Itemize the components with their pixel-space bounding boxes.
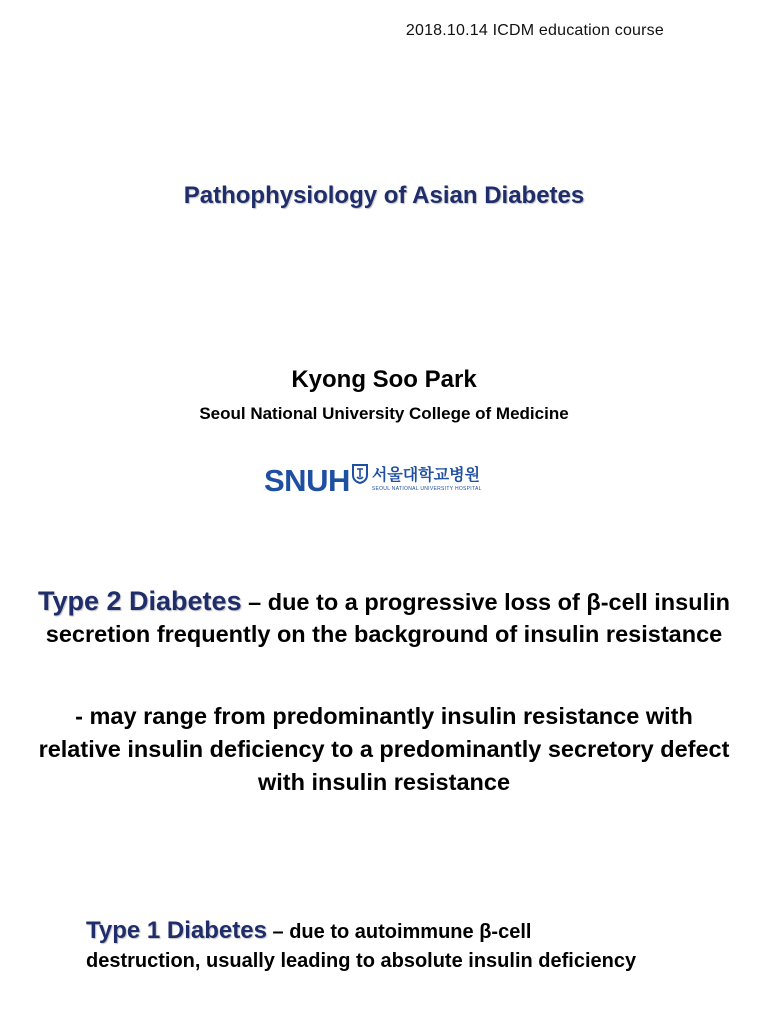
type2-label: Type 2 Diabetes bbox=[38, 586, 242, 616]
logo-wordmark: SNUH bbox=[264, 462, 350, 498]
logo-korean-name: 서울대학교병원 bbox=[371, 467, 481, 484]
type1-label: Type 1 Diabetes bbox=[86, 917, 267, 944]
type2-range-note: - may range from predominantly insulin resistance with relative insulin deficiency to a predominantly secretory defect with insulin resistance bbox=[38, 703, 730, 795]
type1-definition bbox=[86, 916, 646, 976]
snuh-logo bbox=[264, 460, 482, 500]
logo-text-group bbox=[372, 468, 482, 492]
course-date-note: 2018.10.14 ICDM education course bbox=[405, 22, 664, 39]
type1-description: – due to autoimmune β-cell destruction, usually leading to absolute insulin deficiency bbox=[86, 921, 637, 972]
logo-english-name: SEOUL NATIONAL UNIVERSITY HOSPITAL bbox=[371, 486, 482, 492]
slide-title: Pathophysiology of Asian Diabetes bbox=[183, 182, 585, 209]
snuh-emblem-icon bbox=[352, 464, 368, 489]
author-name: Kyong Soo Park bbox=[291, 366, 477, 393]
type2-definition bbox=[34, 585, 734, 650]
type2-description: – due to a progressive loss of β-cell insulin secretion frequently on the background of insulin resistance bbox=[45, 589, 730, 647]
author-affiliation: Seoul National University College of Medicine bbox=[199, 404, 569, 423]
